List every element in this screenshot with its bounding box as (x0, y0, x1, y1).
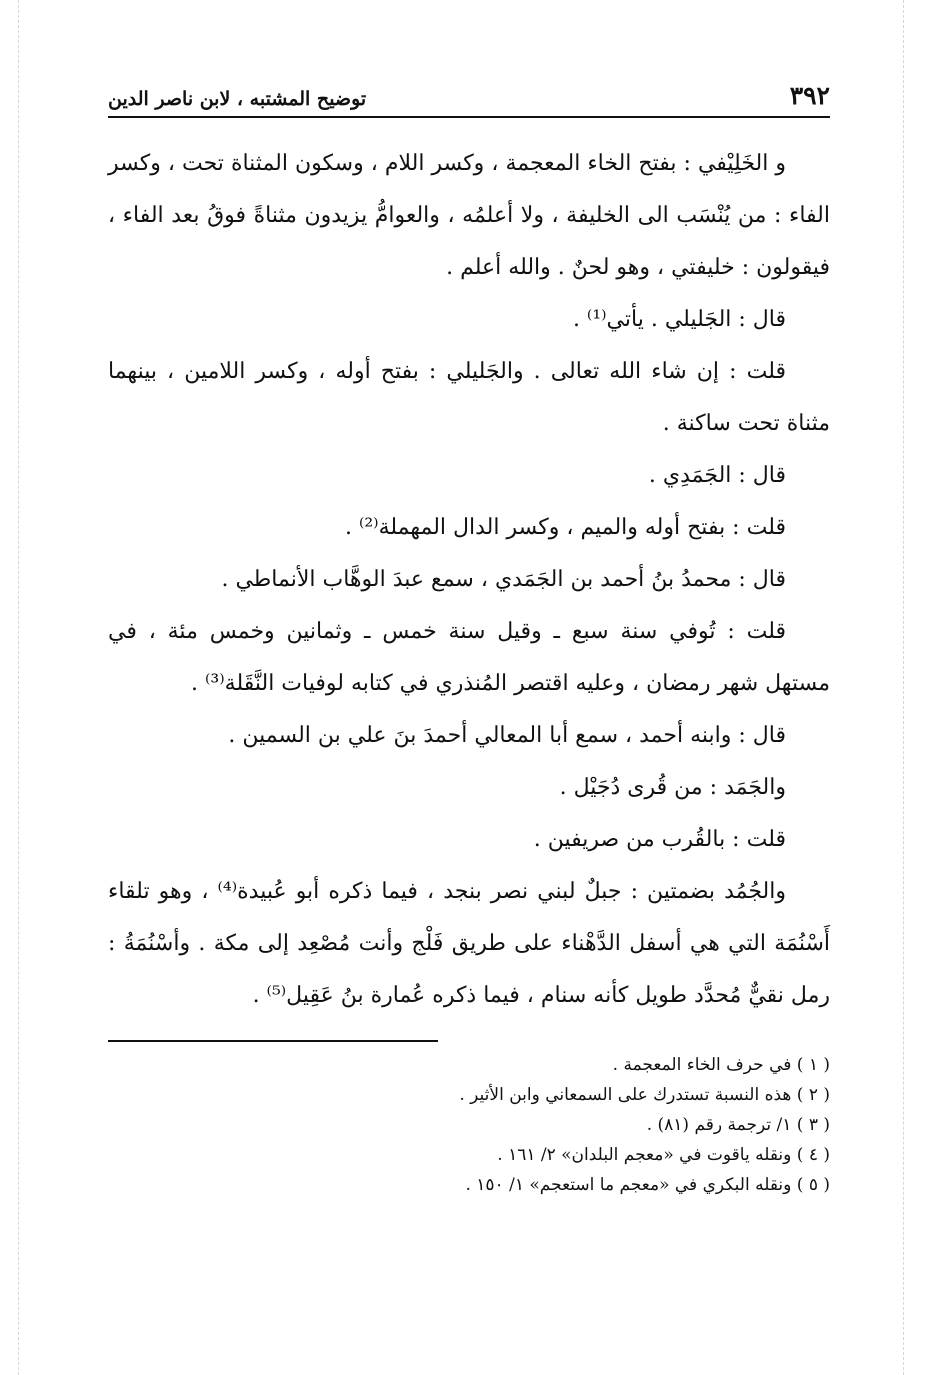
book-page (108, 66, 830, 1200)
footnote-1: ( ١ ) في حرف الخاء المعجمة . (612, 1055, 830, 1075)
page-header (108, 66, 830, 118)
paragraph-khalifi: و الخَلِيْفي : بفتح الخاء المعجمة ، وكسر اللام ، وسكون المثناة تحت ، وكسر الفاء : من يُنْسَب الى الخليفة ، ولا أعلمُه ، والعوامُّ يزيدون مثناةً فوقُ بعد الفاء ، فيقولون : خليفتي ، وهو لحنٌ . والله أعلم . (108, 151, 830, 280)
footnote-2: ( ٢ ) هذه النسبة تستدرك على السمعاني وابن الأثير . (459, 1085, 830, 1105)
footnotes (108, 1050, 830, 1200)
scan-margin-right (903, 0, 904, 1375)
paragraph-qultu-jalili: قلت : إن شاء الله تعالى . والجَليلي : بفتح أوله ، وكسر اللامين ، بينهما مثناة تحت ساكنة . (108, 359, 830, 436)
footnote-3: ( ٣ ) ١/ ترجمة رقم (٨١) . (646, 1115, 830, 1135)
paragraph-qal-jamadi: قال : الجَمَدِي . (648, 463, 786, 488)
body-text (108, 138, 830, 1022)
paragraph-tuwuffi: قلت : تُوفي سنة سبع ـ وقيل سنة خمس ـ وثمانين وخمس مئة ، في مستهل شهر رمضان ، وعليه اقتصر المُنذري في كتابه لوفيات النَّقَلة⁽³⁾ . (108, 619, 830, 696)
paragraph-al-jumud: والجُمُد بضمتين : جبلٌ لبني نصر بنجد ، فيما ذكره أبو عُبيدة⁽⁴⁾ ، وهو تلقاء أَسْنُمَة التي هي أسفل الدَّهْناء على طريق فَلْج وأنت مُصْعِد إلى مكة . وأسْنُمَةُ : رمل نقيٌّ مُحدَّد طويل كأنه سنام ، فيما ذكره عُمارة بنُ عَقِيل⁽⁵⁾ . (108, 879, 830, 1008)
paragraph-muhammad: قال : محمدُ بنُ أحمد بن الجَمَدي ، سمع عبدَ الوهَّاب الأنماطي . (221, 567, 786, 592)
footnote-5: ( ٥ ) ونقله البكري في «معجم ما استعجم» ١/ ١٥٠ . (465, 1175, 830, 1195)
paragraph-ibnuhu-ahmad: قال : وابنه أحمد ، سمع أبا المعالي أحمدَ بنَ علي بن السمين . (228, 723, 786, 748)
running-title: توضيح المشتبه ، لابن ناصر الدين (108, 88, 367, 110)
paragraph-qultu-jamadi: قلت : بفتح أوله والميم ، وكسر الدال المهملة⁽²⁾ . (344, 515, 786, 540)
footnote-divider (108, 1040, 438, 1042)
footnote-4: ( ٤ ) ونقله ياقوت في «معجم البلدان» ٢/ ١٦١ . (497, 1145, 830, 1165)
paragraph-qal-jalili: قال : الجَليلي . يأتي⁽¹⁾ . (572, 307, 786, 332)
paragraph-bil-qurb: قلت : بالقُرب من صريفين . (533, 827, 786, 852)
page-number: ٣٩٢ (789, 81, 830, 110)
paragraph-al-jamad: والجَمَد : من قُرى دُجَيْل . (559, 775, 786, 800)
scan-margin-left (18, 0, 19, 1375)
